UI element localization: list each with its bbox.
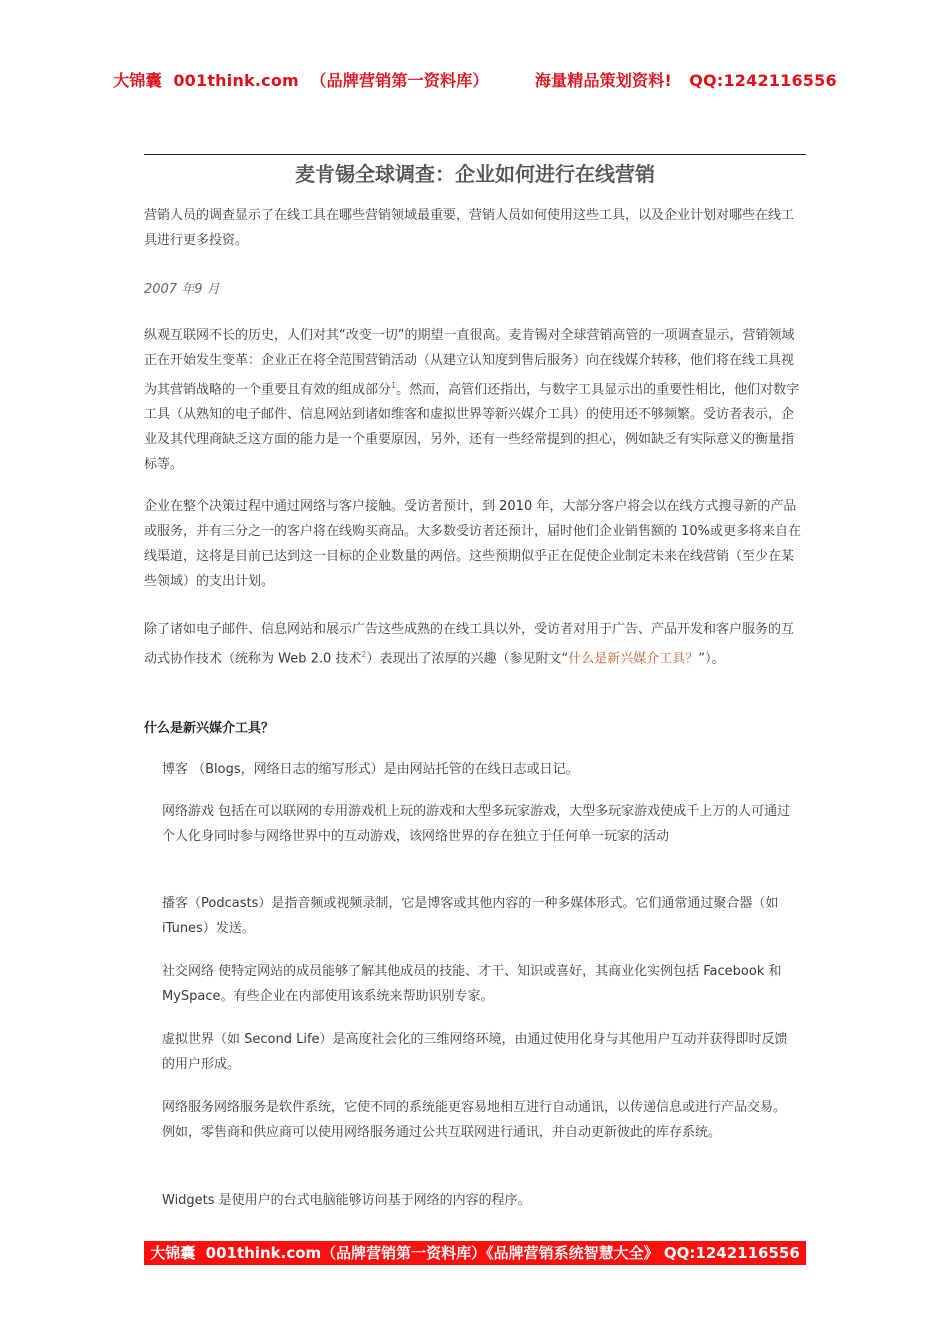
header-banner-left: 大锦囊 001think.com （品牌营销第一资料库） (113, 71, 489, 90)
list-item-web-services: 网络服务网络服务是软件系统，它使不同的系统能更容易地相互进行自动通讯，以传递信息或进行产品交易。例如，零售商和供应商可以使用网络服务通过公共互联网进行通讯，并自动更新彼此的库存系统。 (162, 1100, 787, 1140)
list-item-virtual-worlds: 虚拟世界（如 Second Life）是高度社会化的三维网络环境，由通过使用化身与其他用户互动并获得即时反馈的用户形成。 (162, 1032, 788, 1072)
list-item-social-networks: 社交网络 使特定网站的成员能够了解其他成员的技能、才干、知识或喜好，其商业化实例包括 Facebook 和 MySpace。有些企业在内部使用该系统来帮助识别专家。 (162, 964, 782, 1004)
footer-banner: 大锦囊 001think.com（品牌营销第一资料库）《品牌营销系统智慧大全》 QQ:1242116556 (144, 1241, 806, 1265)
title-rule (144, 154, 806, 155)
list-item-games: 网络游戏 包括在可以联网的专用游戏机上玩的游戏和大型多玩家游戏，大型多玩家游戏使成千上万的人可通过个人化身同时参与网络世界中的互动游戏，该网络世界的存在独立于任何单一玩家的活动 (162, 804, 791, 844)
footnote-2-marker[interactable]: 2 (361, 650, 367, 659)
header-banner (0, 68, 950, 91)
list-item-blogs: 博客 （Blogs，网络日志的缩写形式）是由网站托管的在线日志或日记。 (162, 762, 579, 777)
footnote-1-marker[interactable]: 1 (391, 381, 397, 390)
paragraph-3: 除了诸如电子邮件、信息网站和展示广告这些成熟的在线工具以外，受访者对用于广告、产品开发和客户服务的互动式协作技术（统称为 Web 2.0 技术$^2$）表现出了浓厚的兴趣（参见附文“什么是新兴媒介工具？”）。 (144, 622, 795, 667)
page-title: 麦肯锡全球调查：企业如何进行在线营销 (295, 162, 655, 186)
intro-paragraph: 营销人员的调查显示了在线工具在哪些营销领域最重要，营销人员如何使用这些工具，以及企业计划对哪些在线工具进行更多投资。 (144, 208, 795, 248)
list-item-podcasts: 播客（Podcasts）是指音频或视频录制，它是博客或其他内容的一种多媒体形式。它们通常通过聚合器（如 iTunes）发送。 (162, 896, 779, 936)
section-heading: 什么是新兴媒介工具？ (144, 721, 275, 736)
publish-date: 2007 年9 月 (144, 282, 220, 297)
list-item-widgets: Widgets 是使用户的台式电脑能够访问基于网络的内容的程序。 (162, 1193, 531, 1208)
paragraph-2: 企业在整个决策过程中通过网络与客户接触。受访者预计，到 2010 年，大部分客户将会以在线方式搜寻新的产品或服务，并有三分之一的客户将在线购买商品。大多数受访者还预计，届时他们企业销售额的 10%或更多将来自在线渠道，这将是目前已达到这一目标的企业数量的两倍。这些预期似乎正在促使企业制定未来在线营销（至少在某些领域）的支出计划。 (144, 499, 802, 589)
sidebar-link[interactable]: 什么是新兴媒介工具？ (568, 651, 699, 667)
paragraph-1: 纵观互联网不长的历史，人们对其“改变一切”的期望一直很高。麦肯锡对全球营销高管的一项调查显示，营销领域正在开始发生变革：企业正在将全范围营销活动（从建立认知度到售后服务）向在线媒介转移，他们将在线工具视为其营销战略的一个重要且有效的组成部分$^1$。然而，高管们还指出，与数字工具显示出的重要性相比，他们对数字工具（从熟知的电子邮件、信息网站到诸如维客和虚拟世界等新兴媒介工具）的使用还不够频繁。受访者表示，企业及其代理商缺乏这方面的能力是一个重要原因，另外，还有一些经常提到的担心，例如缺乏有实际意义的衡量指标等。 (144, 328, 800, 473)
header-banner-right: 海量精品策划资料! QQ:1242116556 (534, 71, 837, 90)
